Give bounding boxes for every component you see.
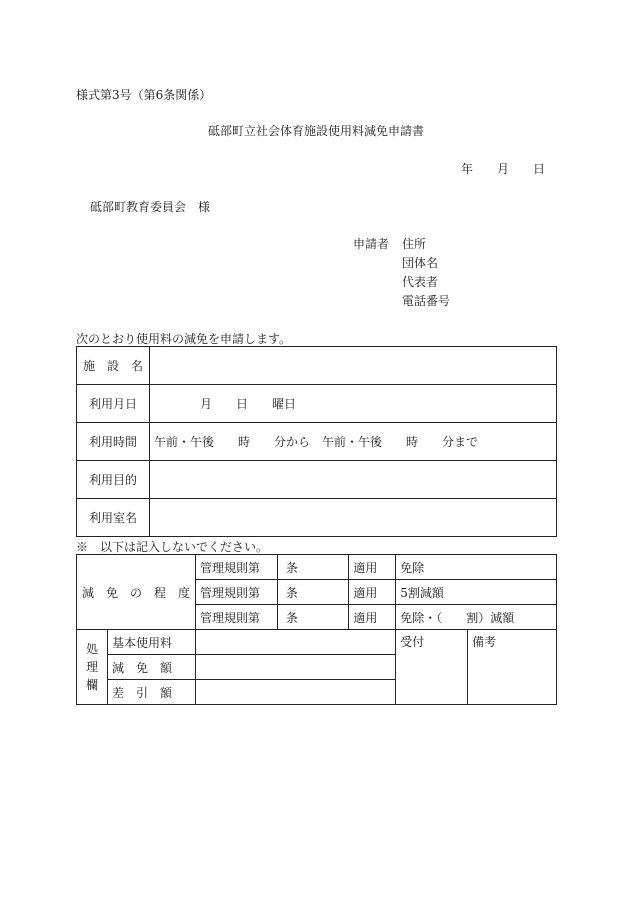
- apply-label: 適用: [349, 555, 396, 580]
- applicant-address-label: 住所: [402, 237, 427, 251]
- reduction-result[interactable]: 免除: [396, 555, 557, 580]
- rule-label: 管理規則第: [195, 555, 277, 580]
- applicant-representative-label: 代表者: [402, 275, 439, 289]
- room-name-field[interactable]: [149, 499, 556, 537]
- receipt-label: 受付: [400, 635, 425, 649]
- use-date-label: 利用月日: [77, 385, 150, 423]
- processing-label-char: 欄: [85, 678, 98, 692]
- table-row: [77, 461, 557, 499]
- receipt-box[interactable]: [396, 630, 468, 705]
- reduction-degree-label: 減 免 の 程 度: [77, 555, 196, 630]
- table-row: [77, 630, 557, 655]
- apply-label: 適用: [349, 580, 396, 605]
- rule-label: 管理規則第: [195, 605, 277, 630]
- article-label: 条: [277, 555, 349, 580]
- applicant-label: 申請者: [353, 237, 390, 251]
- remarks-box[interactable]: [468, 630, 557, 705]
- base-fee-label: 基本使用料: [107, 630, 195, 655]
- table-row: [77, 499, 557, 537]
- use-purpose-field[interactable]: [149, 461, 556, 499]
- processing-label-char: 理: [85, 660, 98, 674]
- intro-text: 次のとおり使用料の減免を申請します。: [76, 332, 292, 346]
- table-row: [77, 423, 557, 461]
- table-row: [77, 347, 557, 385]
- reduction-amount-label: 減 免 額: [107, 655, 195, 680]
- article-label: 条: [277, 605, 349, 630]
- reduction-result[interactable]: 免除・（ 割）減額: [396, 605, 557, 630]
- note-text: ※ 以下は記入しないでください。: [76, 540, 269, 554]
- page-title: 砥部町立社会体育施設使用料減免申請書: [208, 124, 425, 138]
- processing-label-char: 処: [85, 642, 98, 656]
- reduction-result[interactable]: 5割減額: [396, 580, 557, 605]
- rule-label: 管理規則第: [195, 580, 277, 605]
- form-number: 様式第3号（第6条関係）: [76, 88, 212, 102]
- addressee: 砥部町教育委員会 様: [90, 200, 211, 214]
- facility-name-field[interactable]: [149, 347, 556, 385]
- use-purpose-label: 利用目的: [77, 461, 150, 499]
- difference-amount-field[interactable]: [195, 680, 395, 705]
- application-table: [76, 346, 557, 537]
- difference-amount-label: 差 引 額: [107, 680, 195, 705]
- facility-name-label: 施 設 名: [77, 347, 150, 385]
- processing-label: [77, 630, 108, 705]
- base-fee-field[interactable]: [195, 630, 395, 655]
- article-label: 条: [277, 580, 349, 605]
- room-name-label: 利用室名: [77, 499, 150, 537]
- use-date-field[interactable]: 月 日 曜日: [149, 385, 556, 423]
- use-time-field[interactable]: 午前・午後 時 分から 午前・午後 時 分まで: [149, 423, 556, 461]
- applicant-phone-label: 電話番号: [402, 294, 451, 308]
- date-line: 年 月 日: [461, 162, 546, 176]
- use-time-label: 利用時間: [77, 423, 150, 461]
- remarks-label: 備考: [472, 635, 497, 649]
- table-row: [77, 385, 557, 423]
- table-row: [77, 555, 557, 580]
- applicant-group-label: 団体名: [402, 256, 439, 270]
- office-use-table: [76, 554, 557, 705]
- reduction-amount-field[interactable]: [195, 655, 395, 680]
- apply-label: 適用: [349, 605, 396, 630]
